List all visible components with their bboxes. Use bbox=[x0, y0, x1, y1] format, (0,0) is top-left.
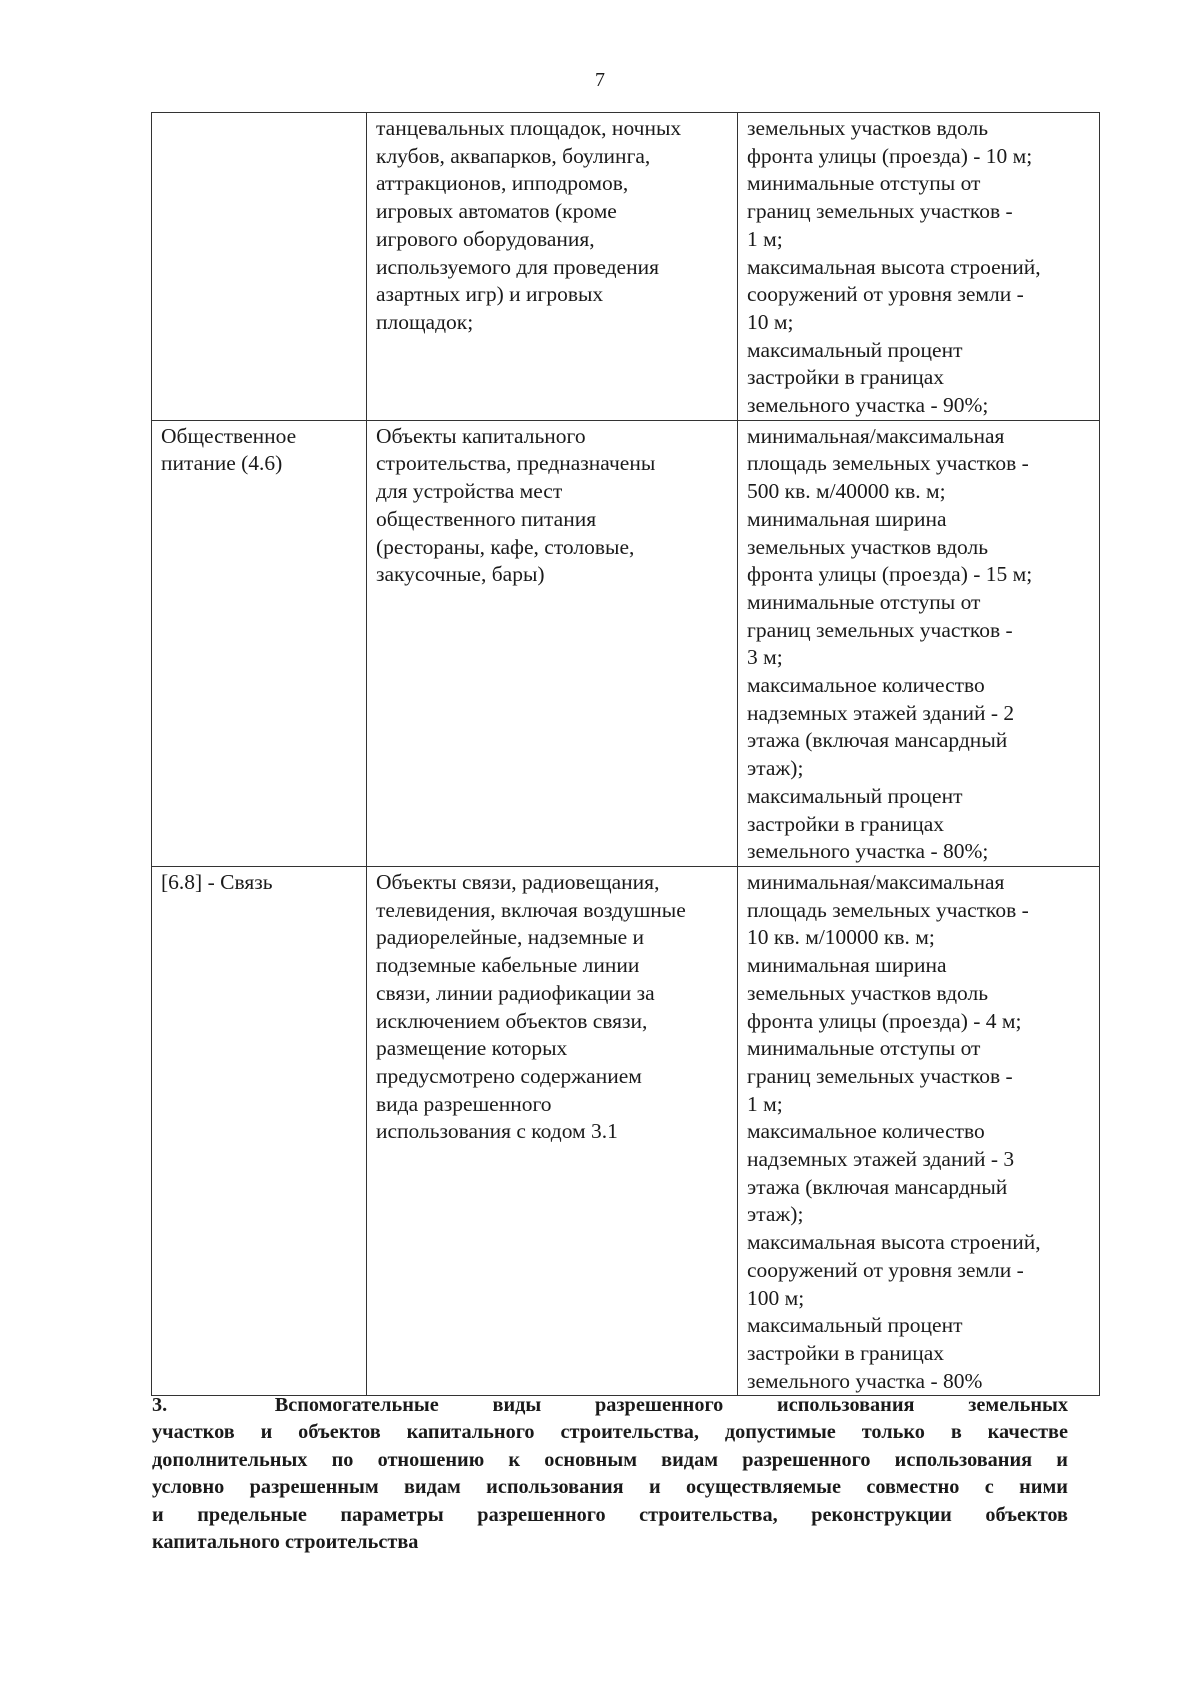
cell-line: клубов, аквапарков, боулинга, bbox=[376, 143, 651, 168]
cell-line: земельных участков вдоль bbox=[747, 534, 989, 559]
cell-line: фронта улицы (проезда) - 10 м; bbox=[747, 143, 1033, 168]
cell-line: границ земельных участков - bbox=[747, 617, 1013, 642]
cell-line: исключением объектов связи, bbox=[376, 1008, 648, 1033]
cell-line: этаж); bbox=[747, 756, 804, 781]
cell-line: фронта улицы (проезда) - 15 м; bbox=[747, 562, 1033, 587]
cell-line: закусочные, бары) bbox=[376, 562, 545, 587]
cell-line: границ земельных участков - bbox=[747, 199, 1013, 224]
cell-line: надземных этажей зданий - 3 bbox=[747, 1147, 1015, 1172]
cell-line: этажа (включая мансардный bbox=[747, 1174, 1008, 1199]
cell-line: застройки в границах bbox=[747, 811, 945, 836]
section-heading bbox=[152, 1392, 1068, 1556]
cell-line: радиорелейные, надземные и bbox=[376, 925, 645, 950]
use-description-cell bbox=[367, 113, 738, 421]
cell-line: общественного питания bbox=[376, 506, 597, 531]
use-name-cell bbox=[152, 866, 367, 1395]
cell-line: 10 кв. м/10000 кв. м; bbox=[747, 925, 935, 950]
cell-line: земельного участка - 90%; bbox=[747, 393, 989, 418]
heading-line: капитального строительства bbox=[152, 1530, 419, 1553]
cell-line: максимальная высота строений, bbox=[747, 254, 1041, 279]
cell-line: 10 м; bbox=[747, 309, 794, 334]
cell-line: размещение которых bbox=[376, 1036, 568, 1061]
table-row bbox=[152, 113, 1100, 421]
cell-line: сооружений от уровня земли - bbox=[747, 282, 1024, 307]
cell-line: площадь земельных участков - bbox=[747, 451, 1029, 476]
cell-line: использования с кодом 3.1 bbox=[376, 1119, 618, 1144]
cell-line: минимальные отступы от bbox=[747, 171, 981, 196]
cell-line: танцевальных площадок, ночных bbox=[376, 116, 682, 140]
cell-line: площадок; bbox=[376, 309, 474, 334]
cell-line: максимальное количество bbox=[747, 1119, 985, 1144]
cell-line: 1 м; bbox=[747, 1091, 783, 1116]
cell-line: используемого для проведения bbox=[376, 254, 659, 279]
parameters-cell bbox=[738, 420, 1100, 866]
cell-line: питание (4.6) bbox=[161, 451, 283, 476]
cell-line: Объекты связи, радиовещания, bbox=[376, 869, 660, 894]
cell-line: минимальная ширина bbox=[747, 953, 947, 978]
cell-line: этажа (включая мансардный bbox=[747, 728, 1008, 753]
cell-line: максимальный процент bbox=[747, 1313, 963, 1338]
cell-line: 500 кв. м/40000 кв. м; bbox=[747, 479, 946, 504]
cell-line: земельного участка - 80%; bbox=[747, 839, 989, 864]
heading-line: участков и объектов капитального строительства, допустимые только в качестве bbox=[152, 1421, 1068, 1444]
cell-line: для устройства мест bbox=[376, 479, 563, 504]
use-description-cell bbox=[367, 866, 738, 1395]
cell-line: надземных этажей зданий - 2 bbox=[747, 700, 1015, 725]
heading-line: 3. Вспомогательные виды разрешенного использования земельных bbox=[152, 1394, 1068, 1416]
use-description-cell bbox=[367, 420, 738, 866]
table-row bbox=[152, 866, 1100, 1395]
parameters-cell bbox=[738, 113, 1100, 421]
cell-line: земельных участков вдоль bbox=[747, 980, 989, 1005]
cell-line: 1 м; bbox=[747, 226, 783, 251]
cell-line: минимальные отступы от bbox=[747, 589, 981, 614]
cell-line: минимальная ширина bbox=[747, 506, 947, 531]
cell-line: игрового оборудования, bbox=[376, 226, 595, 251]
cell-line: предусмотрено содержанием bbox=[376, 1063, 642, 1088]
cell-line: фронта улицы (проезда) - 4 м; bbox=[747, 1008, 1022, 1033]
heading-line: и предельные параметры разрешенного строительства, реконструкции объектов bbox=[152, 1503, 1068, 1526]
table-row bbox=[152, 420, 1100, 866]
cell-line: азартных игр) и игровых bbox=[376, 282, 604, 307]
cell-line: площадь земельных участков - bbox=[747, 897, 1029, 922]
cell-line: игровых автоматов (кроме bbox=[376, 199, 617, 224]
cell-line: максимальный процент bbox=[747, 783, 963, 808]
cell-line: Объекты капитального bbox=[376, 423, 586, 448]
use-name-cell bbox=[152, 113, 367, 421]
cell-line: сооружений от уровня земли - bbox=[747, 1257, 1024, 1282]
cell-line: подземные кабельные линии bbox=[376, 953, 640, 978]
cell-line: земельного участка - 80% bbox=[747, 1368, 983, 1393]
cell-line: минимальная/максимальная bbox=[747, 869, 1005, 894]
cell-line: строительства, предназначены bbox=[376, 451, 656, 476]
cell-line: (рестораны, кафе, столовые, bbox=[376, 534, 635, 559]
cell-line: застройки в границах bbox=[747, 365, 945, 390]
cell-line: [6.8] - Связь bbox=[161, 869, 273, 894]
heading-line: дополнительных по отношению к основным видам разрешенного использования и bbox=[152, 1448, 1068, 1471]
cell-line: телевидения, включая воздушные bbox=[376, 897, 686, 922]
cell-line: связи, линии радиофикации за bbox=[376, 980, 655, 1005]
cell-line: застройки в границах bbox=[747, 1340, 945, 1365]
cell-line: вида разрешенного bbox=[376, 1091, 552, 1116]
cell-line: Общественное bbox=[161, 423, 297, 448]
use-name-cell bbox=[152, 420, 367, 866]
parameters-cell bbox=[738, 866, 1100, 1395]
heading-line: условно разрешенным видам использования и осуществляемые совместно с ними bbox=[152, 1476, 1068, 1499]
cell-line: этаж); bbox=[747, 1202, 804, 1227]
cell-line: земельных участков вдоль bbox=[747, 116, 989, 140]
cell-line: максимальная высота строений, bbox=[747, 1230, 1041, 1255]
cell-line: 100 м; bbox=[747, 1285, 805, 1310]
cell-line: минимальные отступы от bbox=[747, 1036, 981, 1061]
zoning-table bbox=[151, 112, 1100, 1396]
cell-line: границ земельных участков - bbox=[747, 1063, 1013, 1088]
cell-line: максимальное количество bbox=[747, 673, 985, 698]
cell-line: аттракционов, ипподромов, bbox=[376, 171, 629, 196]
cell-line: минимальная/максимальная bbox=[747, 423, 1005, 448]
page-number: 7 bbox=[595, 69, 605, 91]
cell-line: максимальный процент bbox=[747, 337, 963, 362]
cell-line: 3 м; bbox=[747, 645, 783, 670]
